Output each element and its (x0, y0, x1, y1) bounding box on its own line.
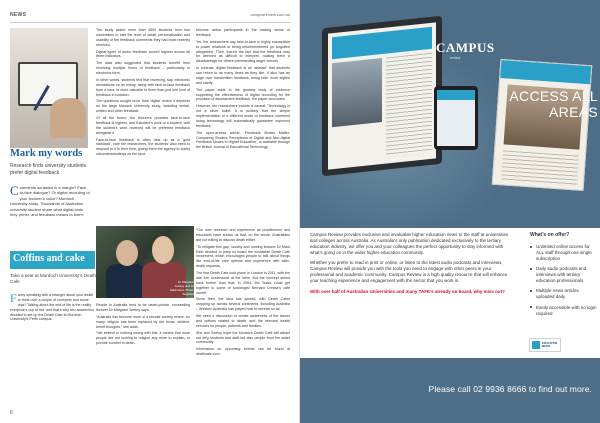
article-column (96, 28, 190, 159)
call-to-action-bar (300, 358, 600, 423)
offer-text: Easily accessible with no login required (536, 304, 597, 316)
intro-text: omments scrawled in a margin? Face-to-face dialogue? Or digital recording of your lecturer’s voice? Murdoch University study. Thousands of Australian university student share what digital tools they prefer, and feedback means to them. (10, 185, 90, 217)
article-subtitle: Take a seat at Murdoch University’s Death Cafe (10, 273, 96, 284)
bullet-icon (530, 268, 532, 270)
ad-headline: ACCESS ALL AREAS (509, 88, 598, 120)
ad-hero (300, 0, 600, 228)
offer-title: What’s on offer? (530, 232, 570, 238)
paragraph: The first Death Cafe took place in London in 2011, with the late Jon Underwood at the helm. But the concept stems back further than that: in 2004, the Swiss could get together to come of sociologist Bernard Crettaz’s café mortel. (196, 271, 290, 295)
paragraph: “Our own research and experience as practitioners and educators have shown us that, on the whole, Australians are not willing to discuss death either. (196, 228, 290, 242)
paragraph: The paper adds to the growing body of evidence supporting the effectiveness of digital recording for the provision of assessment feedback, the paper concludes. (196, 87, 290, 102)
tablet-header-bar (437, 90, 475, 100)
offer-item (530, 288, 598, 300)
campus-review-wordmark: CAMPUS (436, 40, 495, 55)
paragraph: The questions sought more than 'digital' where it depends on the large Monash University study, including verbal, written and other feedback. (96, 99, 190, 114)
paragraph: In contrast, digital feedback is an 'artefact' that students can return to as many times as they like. It also has an edge over handwritten feedback, being both more legible and clarity. (196, 66, 290, 85)
paragraph: become active participants in the making sense of feedback. (196, 28, 290, 37)
article-intro (10, 293, 96, 322)
intro-text: ancy speaking with a stranger about your death or think over a couple of crumpets and some chai? Talking about the end of life is the reality everyone’s cup of tea, and that’s why two academics decided to set up the Death Cafe at Murdoch University’s Perth campus. (10, 293, 94, 322)
logo-mark-icon (532, 341, 540, 349)
ad-paragraph: Whether you prefer to read in print or online, or listen to the latest audio podcasts and interviews, Campus Review will provide you with the tools you need to engage with other peers in your professional and academic community. Campus Review is a high quality resource that will enhance your teaching experience and engagement with the sector that you work in. (310, 260, 508, 284)
paragraph: The data also suggested that students benefit from receiving multiple forms of feedback – particularly in electronic form. (96, 61, 190, 75)
magazine-text-lines (501, 150, 579, 185)
offer-item (530, 244, 598, 262)
drop-cap: C (10, 183, 19, 198)
paragraph: “To mitigate this gap, society and nursing lecturer Dr Mark Reid decided to jump on board the worldwide Death Cafe movement, which encourages people to talk about things like end-of-life care options and experience with after-death requests. (196, 244, 290, 269)
offer-list (530, 244, 598, 321)
drop-cap: F (10, 291, 17, 305)
laptop-screen (328, 22, 436, 169)
offer-item (530, 266, 598, 284)
article-title: Coffins and cake (13, 253, 85, 264)
page-header (10, 12, 290, 22)
screen-image (332, 58, 382, 127)
paragraph: Face-to-face feedback is often held up as a 'gold standard', note the researchers, the students’ also need to respond to it in their time, giving them the agency to clarify misunderstandings on the spot. (96, 137, 190, 157)
paragraph: Information on upcoming events can be found at deathcafe.com. (196, 347, 290, 357)
bullet-icon (530, 246, 532, 248)
education-media-logo (529, 338, 561, 352)
ad-highlight: With over half of Australian Universities and many TAFE’s already on board, why miss out? (310, 288, 505, 294)
ad-body (310, 232, 512, 299)
paragraph: She and Seeley hope the Murdoch Death Café will attract not only students and staff but also people from the wider community. (196, 330, 290, 345)
page-number: 6 (10, 410, 13, 416)
person-head-graphic (116, 240, 138, 266)
paragraph: People in Australia tend to be death-phobic, counselling lecturer Dr Margaret Seeley says. (96, 303, 190, 312)
paragraph: The study asked more than 4500 students from two universities to rate the level of detail, personalisation and usability of the feedback comments they had most recently received. (96, 28, 190, 47)
site-url[interactable]: campusreview.com.au (250, 12, 290, 17)
offer-text: Unlimited online access for ALL staff through one single subscription (536, 244, 592, 262)
article-intro (10, 185, 90, 217)
section-label: NEWS (10, 12, 27, 18)
tablet-graphic (434, 86, 478, 150)
magazine-header-bar (500, 60, 592, 84)
logo-text: EDUCATION MEDIA (542, 342, 558, 349)
offer-text: Multiple news articles uploaded daily (536, 288, 579, 300)
article-column (196, 28, 290, 152)
header-divider (10, 22, 290, 23)
paragraph: Since then, the idea has spread, with Death Cafes cropping up across several continents, including Australia – Western Australia has played host to several so far. (196, 297, 290, 312)
paragraph: Of all the forms, the lecturers provides face-to-face feedback is highest, and if student’s work or a student, with the student’s work received will be preferred feedback alongside it. (96, 116, 190, 135)
ad-paragraph: Campus Review provides exclusive and invaluable higher education news to the staff at universities and colleges across Australia. As Australia’s only publication dedicated exclusively to the tertiary education industry, we offer you and your colleagues the perfect opportunity to stay informed with what’s going on in the wider higher education community. (310, 232, 509, 256)
offer-item (530, 305, 598, 317)
article-title: Mark my words (10, 148, 83, 159)
person-body-graphic (106, 264, 146, 298)
campus-review-wordmark-sub: review (450, 56, 461, 60)
person-head-graphic (152, 236, 174, 264)
screen-text-lines (386, 53, 432, 158)
paragraph: Digital types of audio feedback scored highest across all three indicators. (96, 49, 190, 59)
paragraph: “We believe in nothing wrong with this, it means that more people are not looking to religion any more to explain, or provide comfort in death. (96, 331, 190, 346)
article-column (196, 228, 290, 359)
bullet-icon (530, 306, 532, 308)
article-column (96, 303, 190, 348)
mark-my-words-photo (10, 28, 88, 148)
paragraph: Yet, the researchers say face-to-face is highly susceptible to power relations or being misremembered (or forgotten altogether). Then, there’s the fact that the feedback may be deemed as difficult to interpret, making them a disadvantage for others commanding larger cohorts. (196, 39, 290, 64)
article-subtitle: Research finds university students prefer digital feedback (10, 163, 87, 176)
laptop-graphic (322, 16, 442, 177)
hand-graphic (50, 98, 86, 138)
right-page (300, 0, 600, 423)
magazine-graphic (492, 59, 593, 191)
offer-text: Daily audio podcasts and interviews with tertiary education professionals (536, 266, 587, 284)
paragraph: The open-access article, 'Feedback Modes Matter: Comparing Student Perceptions of Digital and Non-digital Feedback Modes in Higher Education’, is available through the British Journal of Educational Technology. (196, 130, 290, 150)
photo-caption: Dr Margaret Gooley and Dr Mark Reid. Photo: Supplied (169, 280, 194, 296)
paragraph: “Australia has become more of a secular society where, for many, religion has been replaced by the trivial, strident, bereft thoughts,” she adds. (96, 314, 190, 329)
paragraph: In other words, students find that receiving, say, electronic annotations on an essay, along with face-to-face feedback from a tutor, is more valuable to them than just one kind of feedback in isolation. (96, 77, 190, 97)
bullet-icon (530, 290, 532, 292)
paragraph: However, the researchers include a caveat: 'Technology is not a silver bullet. It is unlikely that the simple implementation of a different mode of feedback comment using technology will automatically guarantee improved feedback.' (196, 104, 290, 128)
paragraph: We need a discussion to create awareness of the issues and options related to death, and the relevant health services for people, patients and families. (196, 314, 290, 328)
call-to-action-text[interactable]: Please call 02 9936 8666 to find out more. (428, 384, 592, 394)
